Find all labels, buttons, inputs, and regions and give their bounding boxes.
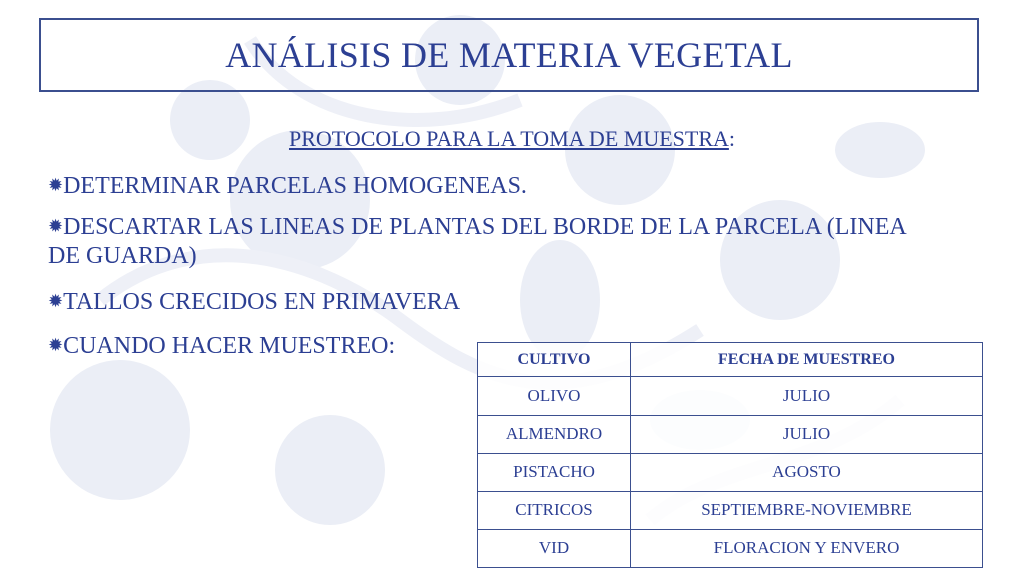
table-row [478,491,983,529]
page-title: ANÁLISIS DE MATERIA VEGETAL [225,35,793,75]
title-box [39,18,979,92]
bullet-star-icon: ✹ [48,291,64,311]
cell-cultivo: OLIVO [478,377,631,415]
table-row [478,377,983,415]
bullet-item [48,287,460,317]
cell-fecha: JULIO [631,377,983,415]
cell-cultivo: CITRICOS [478,491,631,529]
header-fecha: FECHA DE MUESTREO [631,343,983,377]
cell-fecha: AGOSTO [631,453,983,491]
subtitle [0,126,1024,152]
subtitle-text: PROTOCOLO PARA LA TOMA DE MUESTRA [288,126,729,151]
sampling-schedule-table [477,342,983,568]
cell-fecha: JULIO [631,415,983,453]
subtitle-colon: : [728,126,736,151]
bullet-text: CUANDO HACER MUESTREO: [63,333,396,359]
bullet-item [48,331,395,361]
bullet-text: DETERMINAR PARCELAS HOMOGENEAS. [63,173,527,199]
table-header-row [478,343,983,377]
cell-fecha: SEPTIEMBRE-NOVIEMBRE [631,491,983,529]
table-row [478,415,983,453]
header-cultivo: CULTIVO [478,343,631,377]
table-row [478,453,983,491]
bullet-star-icon: ✹ [48,216,64,236]
bullet-star-icon: ✹ [48,335,64,355]
bullet-item [48,212,928,271]
cell-fecha: FLORACION Y ENVERO [631,529,983,567]
bullet-text: DESCARTAR LAS LINEAS DE PLANTAS DEL BORDE DE LA PARCELA (LINEA DE GUARDA) [48,214,906,269]
cell-cultivo: VID [478,529,631,567]
bullet-star-icon: ✹ [48,175,64,195]
cell-cultivo: ALMENDRO [478,415,631,453]
cell-cultivo: PISTACHO [478,453,631,491]
table-row [478,529,983,567]
bullet-text: TALLOS CRECIDOS EN PRIMAVERA [63,289,461,315]
bullet-item [48,171,527,201]
